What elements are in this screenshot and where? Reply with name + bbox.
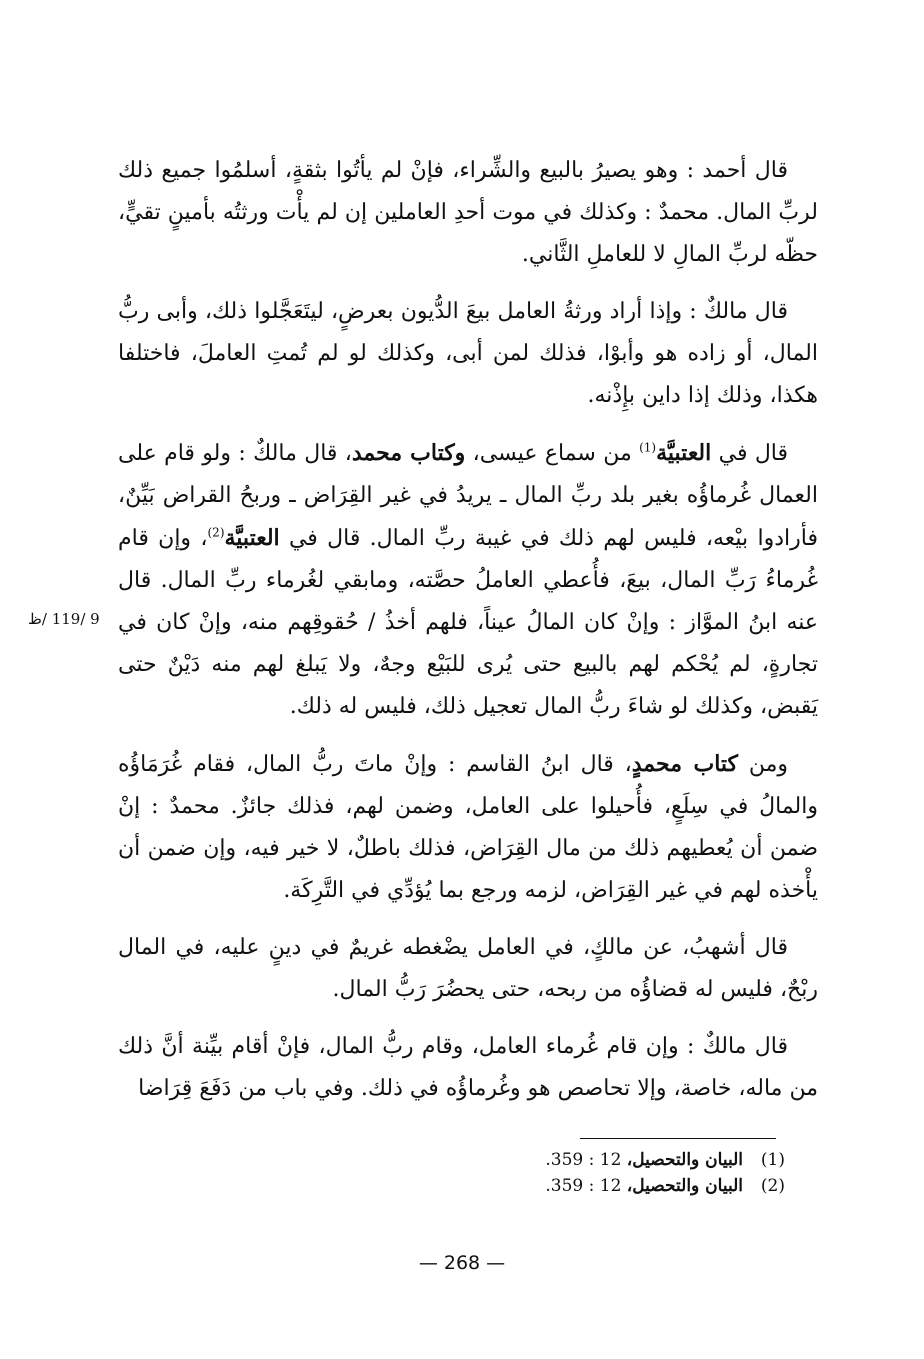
paragraph-2: قال مالكٌ : وإذا أراد ورثةُ العامل بيعَ الدُّيون بعرضٍ، ليتَعَجَّلوا ذلك، وأبى ربُّ المال، أو زاده هو وأبوْا، فذلك لمن أبى، وكذلك لو لم تُمتِ العاملَ، فاختلفا هكذا، وذلك إذا داين بإِذْنه. bbox=[118, 299, 818, 408]
footnote-ref-2: (2) bbox=[207, 525, 225, 540]
footnote-text bbox=[545, 1150, 743, 1170]
page-number: — 268 — bbox=[418, 1252, 506, 1274]
paragraph-3-part-e: ، وإن قام غُرماءُ رَبِّ المال، بيعَ، فأُعطي العاملُ حصَّته، ومابقي لغُرماء ربِّ المال. قال عنه ابنُ الموَّاز : وإنْ كان المالُ عيناً، فلهم أخذُ / حُقوقِهم منه، وإنْ كان في تجارةٍ، لم يُحْكم لهم بالبيع حتى يُرى للبَيْع وجهٌ، ولا يَبلغ لهم منه دَيْنٌ حتى يَقبض، وكذلك لو شاءَ ربُّ المال تعجيل ذلك، فليس له ذلك. bbox=[118, 526, 818, 719]
paragraph-4-part-a: ومن bbox=[738, 752, 789, 777]
footnote-ref: 12 : 359. bbox=[545, 1150, 622, 1170]
bold-source-kitab-muhammad-2: كتاب محمدٍ bbox=[631, 751, 739, 777]
paragraph-6: قال مالكٌ : وإن قام غُرماء العامل، وقام ربُّ المال، فإنْ أقام بيِّنة أنَّ ذلك من ماله، خاصة، وإلا تحاصص هو وغُرماؤُه في ذلك. وفي باب من دَفَعَ قِرَاضا bbox=[118, 1034, 818, 1101]
paragraph-5: قال أشهبُ، عن مالكٍ، في العامل يضْغطه غريمٌ في دينٍ عليه، في المال ربْحٌ، فليس له قضاؤُه من ربحه، حتى يحضُرَ رَبُّ المال. bbox=[118, 935, 818, 1002]
footnote-source: البيان والتحصيل، bbox=[626, 1150, 743, 1170]
paragraph-4-part-c: ، قال ابنُ القاسم : وإنْ ماتَ ربُّ المال، فقام غُرَمَاؤُه والمالُ في سِلَعٍ، فأُحيلوا على العامل، وضمن لهم، فذلك جائزٌ. محمدٌ : إنْ ضمن أن يُعطيهم ذلك من مال القِرَاض، فذلك باطلٌ، لا خير فيه، وإن ضمن أن يأْخذه لهم في غير القِرَاض، لزمه ورجع بما يُؤدِّي في التَّرِكَة. bbox=[118, 752, 818, 903]
footnote-2 bbox=[440, 1176, 785, 1196]
footnote-source: البيان والتحصيل، bbox=[626, 1176, 743, 1196]
paragraph-4 bbox=[118, 743, 818, 912]
footnote-separator bbox=[580, 1138, 776, 1139]
paragraph-1: قال أحمد : وهو يصيرُ بالبيع والشِّراء، فإنْ لم يأتُوا بثقةٍ، أسلمُوا جميع ذلك لربِّ المال. محمدٌ : وكذلك في موت أحدِ العاملين إن لم يأْت ورثتُه بأمينٍ تقيٍّ، حظّه لربِّ المالِ لا للعاملِ الثَّاني. bbox=[118, 158, 818, 267]
footnote-ref-1: (1) bbox=[639, 440, 657, 455]
footnote-text bbox=[545, 1176, 743, 1196]
paragraph-3 bbox=[118, 432, 818, 728]
paragraph-3-part-d: ، قال مالكٌ : ولو قام على العمال غُرماؤُه بغير بلد ربِّ المال ـ يريدُ في غير القِرَاض ـ وربحُ القراض بَيِّنٌ، فأرادوا بيْعه، فليس لهم ذلك في غيبة ربِّ المال. قال في bbox=[118, 441, 818, 551]
main-text bbox=[118, 150, 818, 1125]
bold-source-utbiyya-2: العتبيَّة bbox=[224, 525, 280, 551]
footnote-ref: 12 : 359. bbox=[545, 1176, 622, 1196]
footnotes bbox=[440, 1150, 785, 1202]
paragraph-3-part-c: من سماع عيسى، bbox=[465, 441, 640, 466]
bold-source-kitab-muhammad: وكتاب محمد bbox=[351, 440, 466, 466]
bold-source-utbiyya: العتبيَّة bbox=[656, 440, 712, 466]
footnote-number: (1) bbox=[760, 1150, 785, 1170]
footnote-1 bbox=[440, 1150, 785, 1170]
footnote-number: (2) bbox=[760, 1176, 785, 1196]
margin-folio-note: 9 /119 /ظ bbox=[28, 610, 100, 628]
paragraph-3-part-a: قال في bbox=[711, 441, 789, 466]
